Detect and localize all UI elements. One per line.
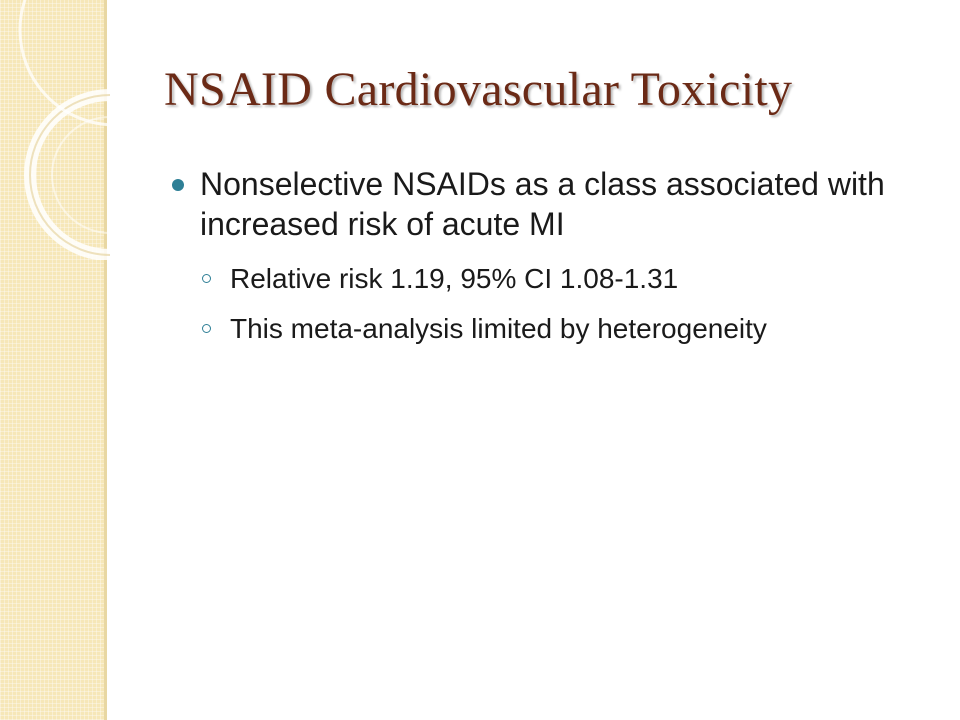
- ring-bullet-icon: [202, 324, 211, 333]
- ring-bullet-icon: [202, 274, 211, 283]
- sub-bullet-list: [172, 262, 932, 346]
- slide-title: NSAID Cardiovascular Toxicity: [164, 63, 793, 116]
- bullet-text: Nonselective NSAIDs as a class associated with increased risk of acute MI: [200, 166, 885, 242]
- sub-bullet-text: This meta-analysis limited by heterogeneity: [230, 313, 767, 344]
- bullet-item: [172, 164, 932, 244]
- slide-content: [172, 164, 932, 362]
- sub-bullet-text: Relative risk 1.19, 95% CI 1.08-1.31: [230, 263, 679, 294]
- sub-bullet-item: [200, 312, 932, 346]
- bullet-dot-icon: [172, 179, 184, 191]
- sub-bullet-item: [200, 262, 932, 296]
- decorative-rings: [0, 0, 110, 260]
